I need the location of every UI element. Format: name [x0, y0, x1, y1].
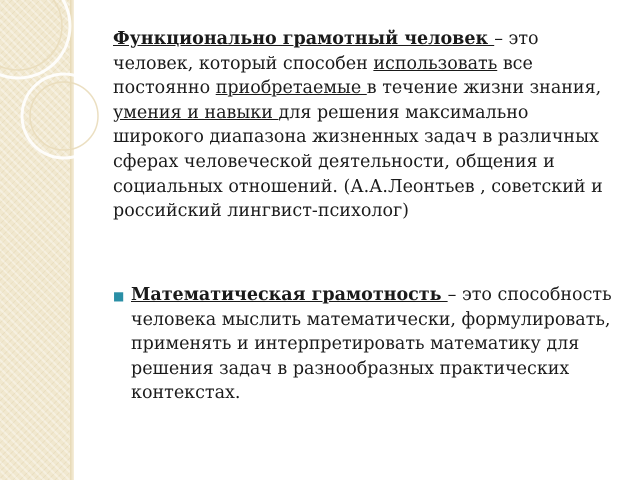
para1-text-2: все постоянно: [113, 53, 533, 99]
para1-text-4: для решения максимально широкого диапазона жизненных задач в различных сферах человеческой деятельности, общения и социальных отношений. (А.А.Леонтьев , советский и российский лингвист-психолог): [113, 102, 603, 222]
math-literacy-bullet: [113, 283, 618, 406]
para1-text-1: – это человек, который способен: [113, 29, 539, 74]
definition-paragraph: [113, 27, 618, 224]
deco-circle-mid: [22, 74, 106, 158]
decorative-circles: [0, 0, 110, 480]
term-math-literacy: Математическая грамотность: [131, 285, 448, 305]
term-functional-literate-person: Функционально грамотный человек: [113, 29, 495, 49]
definition-text-block: [113, 27, 618, 224]
bullet-content: [131, 283, 618, 406]
bullet-row: [113, 283, 618, 406]
deco-circle-mid-inner: [30, 82, 98, 150]
underlined-word-acquired: приобретаемые: [215, 78, 367, 99]
underlined-skills: умения и навыки: [113, 102, 279, 123]
para1-text-3: в течение жизни знания,: [366, 78, 602, 99]
bullet-icon: ■: [113, 289, 125, 303]
deco-circle-top-inner: [0, 0, 62, 70]
bullet-text: – это способность человека мыслить математически, формулировать, применять и интерпретировать математику для решения задач в разнообразных практических контекстах.: [131, 285, 612, 404]
underlined-word-use: использовать: [373, 53, 498, 74]
